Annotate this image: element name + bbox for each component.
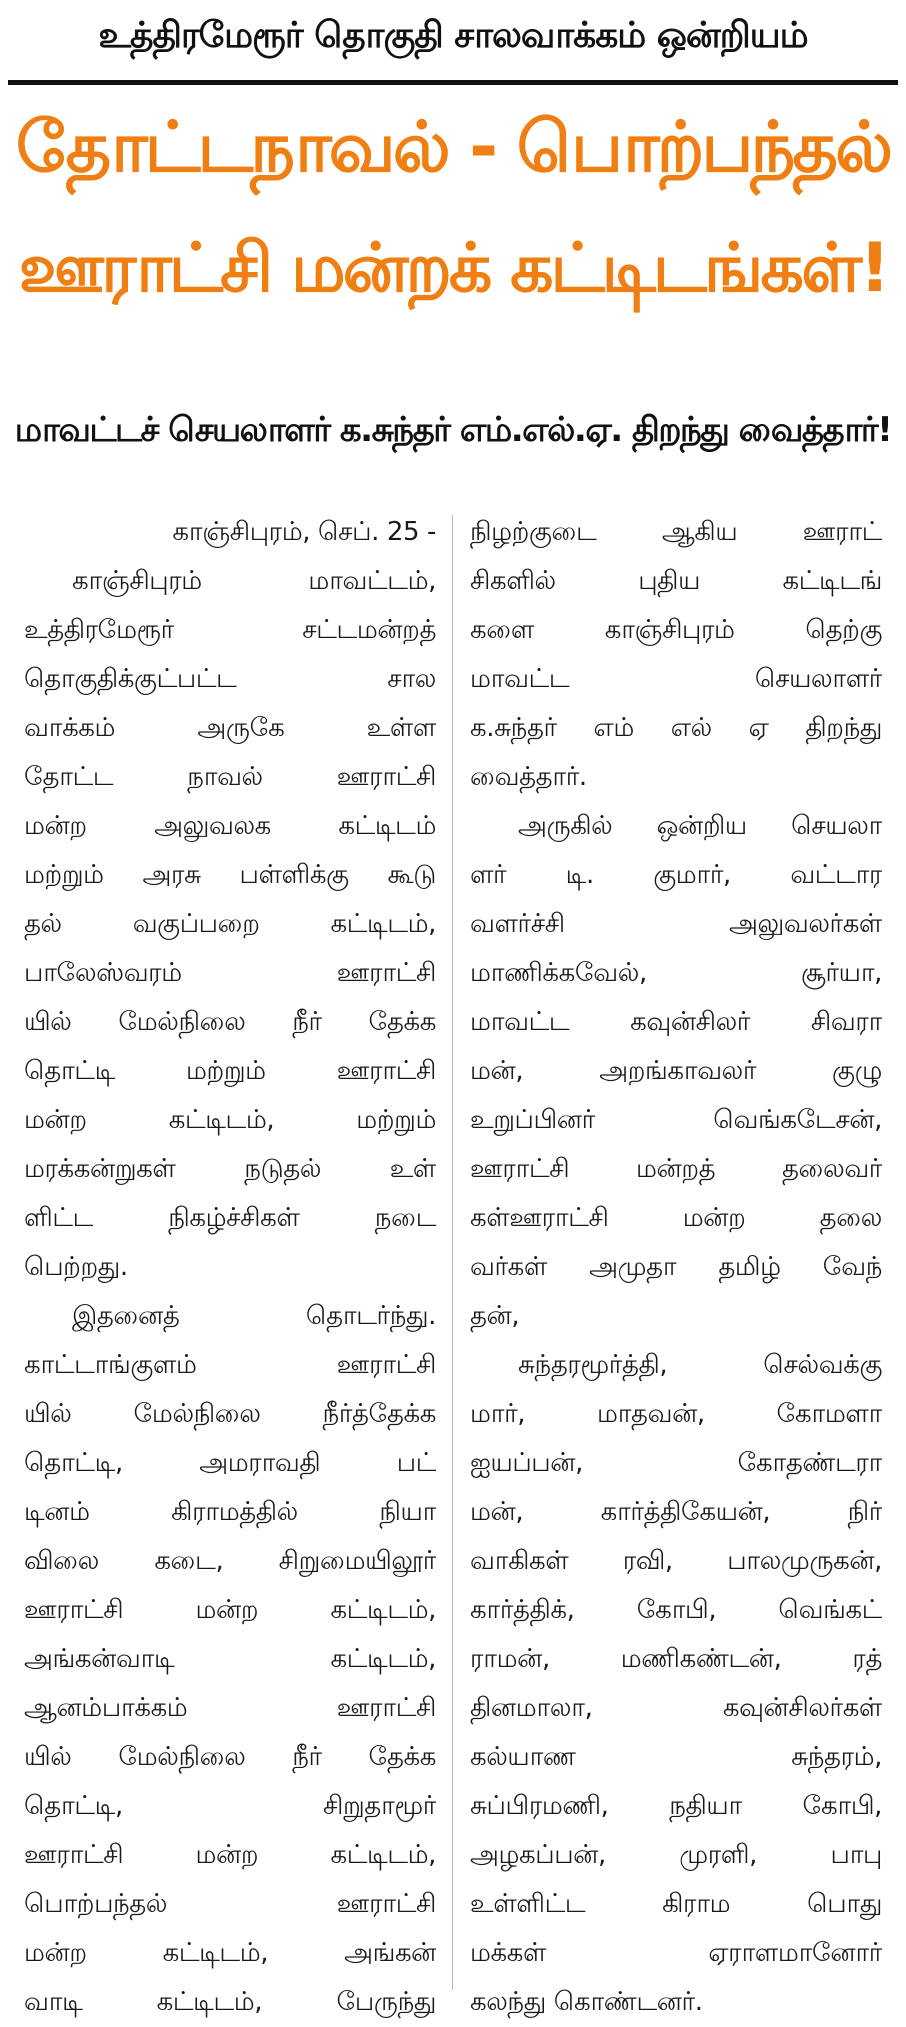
article-line: விலை கடை, சிறுமையிலூர்	[24, 1546, 436, 1576]
article-line: காட்டாங்குளம் ஊராட்சி	[24, 1350, 436, 1380]
article-line: உள்ளிட்ட கிராம பொது	[470, 1889, 882, 1919]
article-line: மார், மாதவன், கோமளா	[470, 1399, 882, 1429]
column-divider	[452, 515, 453, 1990]
article-line: சுந்தரமூர்த்தி, செல்வக்கு	[518, 1350, 882, 1380]
article-line: மற்றும் அரசு பள்ளிக்கு கூடு	[24, 860, 436, 890]
article-line: ஊராட்சி மன்ற கட்டிடம்,	[24, 1595, 436, 1625]
article-line: சிகளில் புதிய கட்டிடங்	[470, 566, 882, 596]
article-line: பொற்பந்தல் ஊராட்சி	[24, 1889, 436, 1919]
article-line: மன்ற கட்டிடம், அங்கன்	[24, 1938, 436, 1968]
article-line: வாடி கட்டிடம், பேருந்து	[24, 1987, 436, 2017]
headline-line-2: ஊராட்சி மன்றக் கட்டிடங்கள்!	[18, 229, 888, 308]
article-line: தொட்டி, அமராவதி பட்	[24, 1448, 436, 1478]
article-column-left	[24, 508, 436, 2027]
kicker-divider	[8, 80, 898, 85]
headline-line-1: தோட்டநாவல் - பொற்பந்தல்	[15, 106, 891, 188]
article-line: ஆனம்பாக்கம் ஊராட்சி	[24, 1693, 436, 1723]
article-line: மன், அறங்காவலர் குழு	[470, 1056, 882, 1086]
article-line: அழகப்பன், முரளி, பாபு	[470, 1840, 882, 1870]
article-line: தொட்டி மற்றும் ஊராட்சி	[24, 1056, 436, 1086]
article-line: இதனைத் தொடர்ந்து.	[72, 1301, 436, 1331]
article-line: மாவட்ட கவுன்சிலர் சிவரா	[470, 1007, 882, 1037]
article-line: சுப்பிரமணி, நதியா கோபி,	[470, 1791, 882, 1821]
article-line: தன்,	[470, 1301, 520, 1331]
article-line: கள்ஊராட்சி மன்ற தலை	[470, 1203, 882, 1233]
article-line: பாலேஸ்வரம் ஊராட்சி	[24, 958, 436, 988]
article-line: உத்திரமேரூர் சட்டமன்றத்	[24, 615, 436, 645]
article-line: ஊராட்சி மன்ற கட்டிடம்,	[24, 1840, 436, 1870]
article-line: வாக்கம் அருகே உள்ள	[24, 713, 436, 743]
article-line: க.சுந்தர் எம் எல் ஏ திறந்து	[470, 713, 882, 743]
article-line: தோட்ட நாவல் ஊராட்சி	[24, 762, 436, 792]
article-line: ஐயப்பன், கோதண்டரா	[470, 1448, 882, 1478]
article-line: கலந்து கொண்டனர்.	[470, 1987, 703, 2017]
article-line: மரக்கன்றுகள் நடுதல் உள்	[24, 1154, 436, 1184]
article-column-right	[470, 508, 882, 2027]
article-line: நிழற்குடை ஆகிய ஊராட்	[470, 517, 882, 547]
article-line: தினமாலா, கவுன்சிலர்கள்	[470, 1693, 882, 1723]
article-line: தொகுதிக்குட்பட்ட சால	[24, 664, 436, 694]
article-line: தொட்டி, சிறுதாமூர்	[24, 1791, 436, 1821]
article-line: கார்த்திக், கோபி, வெங்கட்	[470, 1595, 882, 1625]
article-line: காஞ்சிபுரம், செப். 25 -	[172, 517, 436, 547]
article-line: யில் மேல்நிலை நீர் தேக்க	[24, 1007, 436, 1037]
article-line: வைத்தார்.	[470, 762, 587, 792]
article-line: வர்கள் அமுதா தமிழ் வேந்	[470, 1252, 882, 1282]
article-line: தல் வகுப்பறை கட்டிடம்,	[24, 909, 436, 939]
article-line: வளர்ச்சி அலுவலர்கள்	[470, 909, 882, 939]
article-line: ளிட்ட நிகழ்ச்சிகள் நடை	[24, 1203, 436, 1233]
article-line: மன்ற அலுவலக கட்டிடம்	[24, 811, 436, 841]
article-line: உறுப்பினர் வெங்கடேசன்,	[470, 1105, 882, 1135]
article-line: மன், கார்த்திகேயன், நிர்	[470, 1497, 882, 1527]
article-line: மாவட்ட செயலாளர்	[470, 664, 882, 694]
article-line: யில் மேல்நிலை நீர் தேக்க	[24, 1742, 436, 1772]
article-line: ஊராட்சி மன்றத் தலைவர்	[470, 1154, 882, 1184]
article-line: யில் மேல்நிலை நீர்த்தேக்க	[24, 1399, 436, 1429]
article-line: மாணிக்கவேல், சூர்யா,	[470, 958, 882, 988]
subheadline: மாவட்டச் செயலாளர் க.சுந்தர் எம்.எல்.ஏ. திறந்து வைத்தார்!	[14, 410, 892, 450]
article-line: வாகிகள் ரவி, பாலமுருகன்,	[470, 1546, 882, 1576]
article-line: பெற்றது.	[24, 1252, 128, 1282]
article-line: மன்ற கட்டிடம், மற்றும்	[24, 1105, 436, 1135]
article-line: ராமன், மணிகண்டன், ரத்	[470, 1644, 882, 1674]
article-line: ளர் டி. குமார், வட்டார	[470, 860, 882, 890]
article-line: கல்யாண சுந்தரம்,	[470, 1742, 882, 1772]
article-line: அருகில் ஒன்றிய செயலா	[518, 811, 882, 841]
article-line: மக்கள் ஏராளமானோர்	[470, 1938, 882, 1968]
kicker-title: உத்திரமேரூர் தொகுதி சாலவாக்கம் ஒன்றியம்	[98, 15, 808, 56]
article-line: களை காஞ்சிபுரம் தெற்கு	[470, 615, 882, 645]
article-line: காஞ்சிபுரம் மாவட்டம்,	[72, 566, 436, 596]
article-line: டினம் கிராமத்தில் நியா	[24, 1497, 436, 1527]
article-line: அங்கன்வாடி கட்டிடம்,	[24, 1644, 436, 1674]
